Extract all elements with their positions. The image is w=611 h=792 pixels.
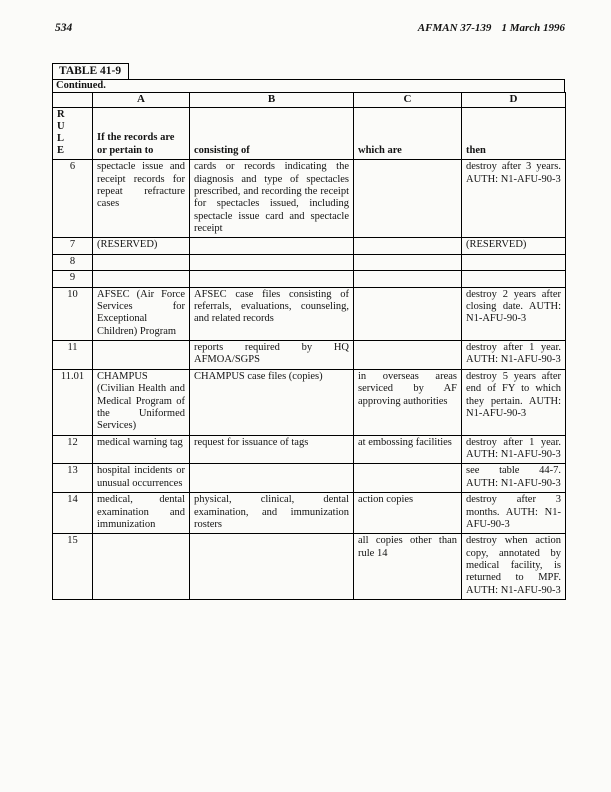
rule-number: 8 — [53, 254, 93, 270]
header-records-pertain: If the records are or pertain to — [93, 107, 190, 159]
records-cell: (RESERVED) — [93, 238, 190, 254]
consisting-cell: physical, clinical, dental examination, and immunization rosters — [190, 493, 354, 534]
which-are-cell: at embossing facilities — [354, 435, 462, 464]
then-cell: destroy after 3 years. AUTH: N1-AFU-90-3 — [462, 160, 566, 238]
which-are-cell — [354, 464, 462, 493]
then-cell — [462, 271, 566, 287]
which-are-cell — [354, 160, 462, 238]
rule-letter: U — [57, 121, 65, 133]
header-which-are: which are — [354, 107, 462, 159]
then-cell: destroy 2 years after closing date. AUTH: N1-AFU-90-3 — [462, 287, 566, 341]
records-disposition-table — [52, 92, 566, 600]
column-letter-a: A — [93, 93, 190, 108]
then-cell: destroy 5 years after end of FY to which they pertain. AUTH: N1-AFU-90-3 — [462, 369, 566, 435]
then-cell: destroy after 1 year. AUTH: N1-AFU-90-3 — [462, 435, 566, 464]
page-header — [0, 0, 611, 34]
consisting-cell: AFSEC case files consisting of referrals, evaluations, counseling, and related records — [190, 287, 354, 341]
which-are-cell: action copies — [354, 493, 462, 534]
records-cell: medical warning tag — [93, 435, 190, 464]
then-cell: see table 44-7. AUTH: N1-AFU-90-3 — [462, 464, 566, 493]
table-row — [53, 341, 566, 370]
table-row — [53, 435, 566, 464]
consisting-cell — [190, 254, 354, 270]
column-letter-blank — [53, 93, 93, 108]
consisting-cell — [190, 464, 354, 493]
which-are-cell: in overseas areas serviced by AF approving authorities — [354, 369, 462, 435]
table-row — [53, 254, 566, 270]
page-number: 534 — [55, 22, 73, 34]
consisting-cell: reports required by HQ AFMOA/SGPS — [190, 341, 354, 370]
table-row — [53, 271, 566, 287]
table-row — [53, 493, 566, 534]
table-row — [53, 160, 566, 238]
consisting-cell: request for issuance of tags — [190, 435, 354, 464]
table-section — [52, 61, 565, 600]
records-cell — [93, 271, 190, 287]
rule-column-label — [53, 107, 93, 159]
header-consisting-of: consisting of — [190, 107, 354, 159]
document-number: AFMAN 37-139 — [417, 22, 492, 34]
records-cell — [93, 341, 190, 370]
consisting-cell — [190, 238, 354, 254]
consisting-cell: CHAMPUS case files (copies) — [190, 369, 354, 435]
rule-number: 11 — [53, 341, 93, 370]
records-cell: hospital incidents or unusual occurrences — [93, 464, 190, 493]
then-cell: (RESERVED) — [462, 238, 566, 254]
column-letter-row — [53, 93, 566, 108]
records-cell: CHAMPUS (Civilian Health and Medical Program of the Uniformed Services) — [93, 369, 190, 435]
document-reference — [418, 22, 565, 34]
table-row — [53, 287, 566, 341]
rule-letter: E — [57, 145, 65, 157]
records-cell: medical, dental examination and immunization — [93, 493, 190, 534]
column-letter-b: B — [190, 93, 354, 108]
table-continued-label: Continued. — [52, 79, 565, 93]
rule-number: 13 — [53, 464, 93, 493]
which-are-cell — [354, 238, 462, 254]
then-cell: destroy after 3 months. AUTH: N1-AFU-90-3 — [462, 493, 566, 534]
records-cell — [93, 254, 190, 270]
table-row — [53, 369, 566, 435]
consisting-cell — [190, 534, 354, 600]
which-are-cell — [354, 271, 462, 287]
rule-number: 7 — [53, 238, 93, 254]
column-letter-c: C — [354, 93, 462, 108]
rule-number: 14 — [53, 493, 93, 534]
document-date: 1 March 1996 — [501, 22, 565, 34]
consisting-cell — [190, 271, 354, 287]
then-cell: destroy after 1 year. AUTH: N1-AFU-90-3 — [462, 341, 566, 370]
table-row — [53, 464, 566, 493]
records-cell: AFSEC (Air Force Services for Exceptional Children) Program — [93, 287, 190, 341]
rule-number: 9 — [53, 271, 93, 287]
which-are-cell: all copies other than rule 14 — [354, 534, 462, 600]
which-are-cell — [354, 254, 462, 270]
header-then: then — [462, 107, 566, 159]
rule-number: 15 — [53, 534, 93, 600]
rule-number: 6 — [53, 160, 93, 238]
consisting-cell: cards or records indicating the diagnosis and type of spectacles prescribed, and recording the receipt for spectacles issued, including spectacle issue card and spectacle receipt — [190, 160, 354, 238]
records-cell — [93, 534, 190, 600]
rule-number: 10 — [53, 287, 93, 341]
then-cell — [462, 254, 566, 270]
which-are-cell — [354, 287, 462, 341]
rule-letter: L — [57, 133, 65, 145]
rule-number: 12 — [53, 435, 93, 464]
column-letter-d: D — [462, 93, 566, 108]
column-header-row — [53, 107, 566, 159]
records-cell: spectacle issue and receipt records for repeat refracture cases — [93, 160, 190, 238]
rule-letter: R — [57, 108, 65, 120]
then-cell: destroy when action copy, annotated by medical facility, is returned to MPF. AUTH: N1-AFU-90-3 — [462, 534, 566, 600]
table-row — [53, 534, 566, 600]
table-title: TABLE 41-9 — [52, 63, 129, 80]
rule-number: 11.01 — [53, 369, 93, 435]
table-row — [53, 238, 566, 254]
which-are-cell — [354, 341, 462, 370]
